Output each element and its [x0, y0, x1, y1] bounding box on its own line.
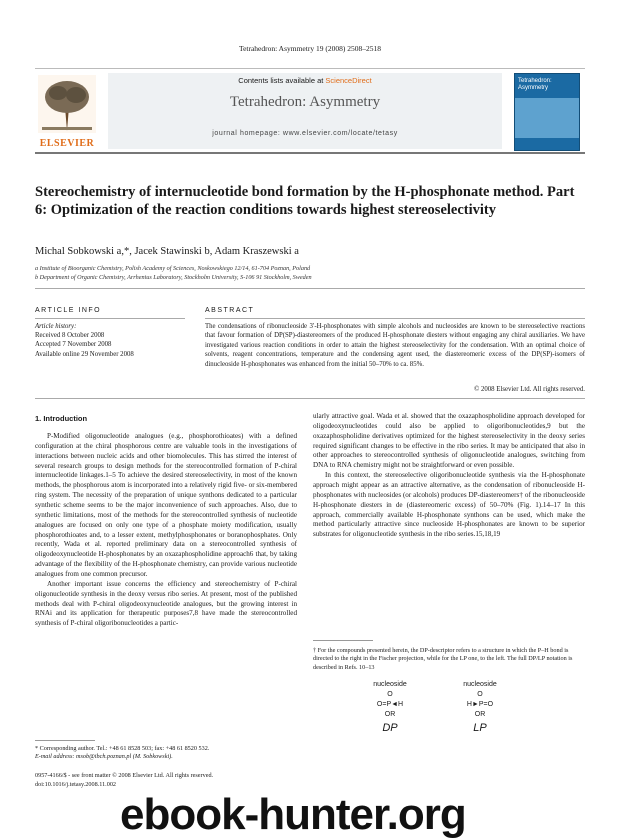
right-column — [313, 412, 585, 540]
sciencedirect-link[interactable]: ScienceDirect — [325, 76, 372, 85]
structure-label: nucleoside — [463, 681, 497, 688]
info-rule — [35, 318, 185, 319]
structure-label: O=P◄H — [376, 701, 404, 709]
publisher-name: ELSEVIER — [39, 138, 95, 149]
article-info-heading: ARTICLE INFO — [35, 307, 102, 314]
header-rule-top — [35, 68, 585, 69]
footnote-rule — [35, 740, 95, 741]
affiliation-a: a Institute of Bioorganic Chemistry, Polish Academy of Sciences, Noskowskiego 12/14, 61-704 Poznan, Poland — [35, 265, 311, 272]
watermark: ebook-hunter.org — [120, 790, 466, 839]
journal-cover — [514, 73, 580, 151]
running-head: Tetrahedron: Asymmetry 19 (2008) 2508–2518 — [239, 44, 381, 53]
abstract-text: The condensations of ribonucleoside 3′-H-phosphonates with simple alcohols and nucleosides are known to be stereoselective reactions that favour formation of DP(SP)-diastereomers of the produced H-phosphonate diesters without engaging any chiral auxiliaries. We have investigated various reaction conditions in order to attain the highest stereoselectivity for the condensation. With an optimal choice of solvents, reagent concentrations, temperature and the condensing agent used, the diastereomeric excess of the DP(SP)-isomers of dinucleoside H-phosphonates was enhanced from the initial 50–70% to ca. 85%. — [205, 323, 585, 368]
header-rule-bottom — [35, 152, 585, 154]
contents-prefix: Contents lists available at — [238, 76, 326, 85]
structure-lp — [440, 680, 520, 737]
journal-title: Tetrahedron: Asymmetry — [229, 94, 381, 110]
paragraph: In this context, the stereoselective oligoribonucleotide synthesis via the H-phosphonate approach might appear as an attractive alternative, as the condensation of ribonucleoside H-phosphonates with nucleosides (or alcohols) produces DP-diastereomers† of the ribonucleoside H-phosphonate diesters in de (diastereomeric excess) of 50–70% (Fig. 1).14–17 In this approach, commercially available H-phosphonate synthons can be used, which make the method particularly attractive since nucleoside H-phosphonates are known to be superior substrates for oligonucleotide synthesis in the ribo series.15,18,19 — [313, 471, 585, 539]
paragraph: P-Modified oligonucleotide analogues (e.g., phosphorothioates) with a defined configuration at the chiral phosphorous centre are valuable tools in the investigations of interactions between nucleic acids and other biomolecules. This has stirred the interest of several research groups to design methods for the stereocontrolled formation of P-chiral internucleotide linkages.1–5 To achieve the desired stereoselectivity, in most of the known methods, the phosphorous atom is incorporated into a relatively rigid five- or six-membered ring system. The necessity of the preparation of unique synthons dedicated to a particular synthetic scheme seems to be the major inconvenience of such approaches. Also, due to synthetic limitations, most of the methods for the stereocontrolled synthesis of nucleotide analogues are focused on only one type of a phosphate moiety modification, usually phosphorothioates and, to a lesser extent, methylphosphonates or boranophosphates. Only recently, Wada et al. reported preliminary data on a stereocontrolled synthesis of oligodeoxynucleotide H-phosphonates by an oxazaphospholidine approach6 that, by taking advantage of the flexibility of the H-phosphonate chemistry, can provide various nucleotide analogues from one common precursor. — [35, 432, 297, 579]
contents-line — [108, 76, 502, 85]
structure-label: LP — [473, 721, 487, 734]
paragraph: ularly attractive goal. Wada et al. showed that the oxazaphospholidine approach developed for oligodeoxynucleotides could also be applied to oligoribonucleotides,9 but the oxazaphospholidine derivatives optimized for the highest stereoselectivity in the deoxy series required significant changes to be effective in the ribo series. It may be anticipated that also in other approaches to stereocontrolled synthesis of oligonucleotide analogues, switching from DNA to RNA chemistry might not be straightforward or even possible. — [313, 412, 585, 470]
divider — [35, 288, 585, 289]
affiliation-b: b Department of Organic Chemistry, Arrhenius Laboratory, Stockholm University, S-106 91 Stockholm, Sweden — [35, 274, 312, 281]
structure-label: O — [387, 691, 393, 699]
elsevier-logo — [36, 73, 98, 149]
footnote-rule — [313, 640, 373, 641]
divider — [35, 398, 585, 399]
structure-label: OR — [384, 711, 396, 719]
structure-label: OR — [474, 711, 486, 719]
structure-label: H►P=O — [466, 701, 494, 709]
accepted-date: Accepted 7 November 2008 — [35, 341, 112, 349]
abstract-copyright: © 2008 Elsevier Ltd. All rights reserved. — [474, 386, 585, 393]
structure-dp — [350, 680, 430, 737]
paper-title: Stereochemistry of internucleotide bond formation by the H-phosphonate method. Part 6: Optimization of the reaction conditions towards highest stereoselectivity — [35, 184, 575, 218]
cover-title: Tetrahedron: Asymmetry — [518, 78, 552, 91]
figure-1 — [350, 680, 530, 760]
cover-image — [515, 98, 579, 138]
journal-homepage-link[interactable]: journal homepage: www.elsevier.com/locate/tetasy — [212, 130, 398, 137]
issn-line: 0957-4166/$ - see front matter © 2008 Elsevier Ltd. All rights reserved. — [35, 772, 214, 779]
left-column — [35, 432, 297, 629]
authors: Michal Sobkowski a,*, Jacek Stawinski b, Adam Kraszewski a — [35, 246, 299, 257]
footnote-email[interactable]: E-mail address: msob@ibch.poznan.pl (M. Sobkowski). — [35, 753, 173, 761]
structure-label: O — [477, 691, 483, 699]
elsevier-tree-icon — [36, 73, 98, 135]
received-date: Received 8 October 2008 — [35, 332, 105, 340]
footnote-corresponding-block — [35, 740, 297, 762]
footnote-dagger-block — [313, 640, 585, 672]
history-label: Article history: — [35, 323, 77, 330]
structure-label: DP — [382, 721, 398, 734]
structure-label: nucleoside — [373, 681, 407, 688]
footnote-dagger: † For the compounds presented herein, the DP-descriptor refers to a structure in which the P–H bond is directed to the right in the Fischer projection, while for the LP one, to the left. The full DP/LP notation is described in Refs. 10–13 — [313, 647, 573, 671]
article-history — [35, 322, 195, 359]
footnote-corresponding: * Corresponding author. Tel.: +48 61 8528 503; fax: +48 61 8520 532. — [35, 745, 210, 752]
doi-link[interactable]: doi:10.1016/j.tetasy.2008.11.002 — [35, 781, 117, 788]
abstract-heading: ABSTRACT — [205, 307, 255, 314]
abstract-rule — [205, 318, 585, 319]
paragraph: Another important issue concerns the efficiency and stereochemistry of P-chiral oligonucleotide synthesis in the deoxy versus ribo series. At present, most of the published methods deal with P-chiral oligodeoxynucleotide analogues, but the growing interest in RNAi and its application for therapeutic purposes7,8 have made the stereocontrolled synthesis of P-chiral oligoribonucleotides a partic- — [35, 579, 297, 628]
section-heading: 1. Introduction — [35, 414, 88, 423]
online-date: Available online 29 November 2008 — [35, 350, 134, 358]
